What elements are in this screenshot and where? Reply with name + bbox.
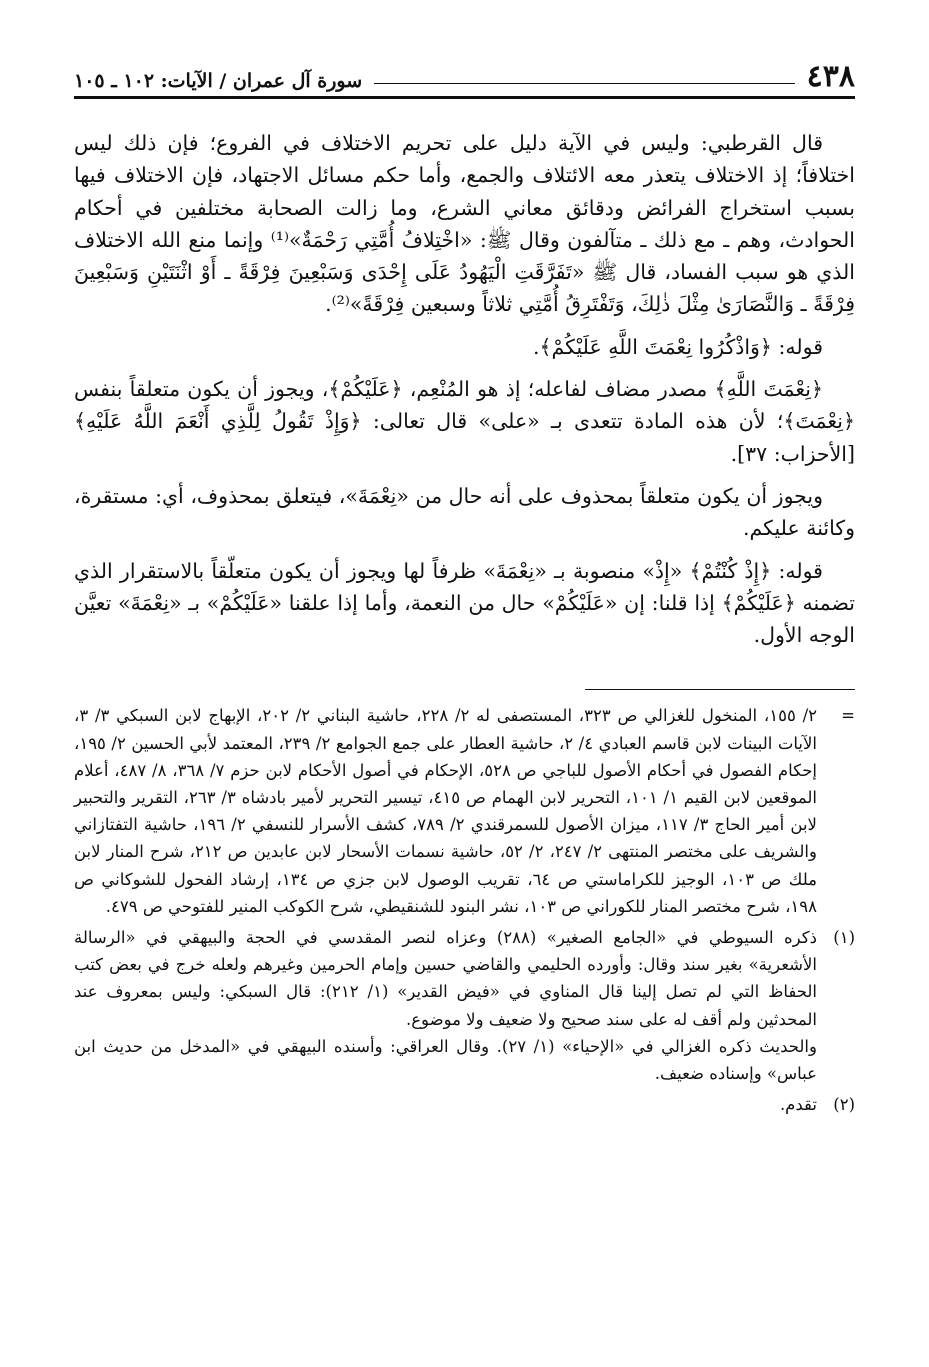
footnote-2 (74, 1091, 855, 1118)
footnote-text: ذكره السيوطي في «الجامع الصغير» (٢٨٨) وعزاه لنصر المقدسي في الحجة والبيهقي في «الرسالة الأشعرية» بغير سند وقال: وأورده الحليمي والقاضي حسين وإمام الحرمين وغيرهم ولعله خرج في بعض كتب الحفاظ التي لم تصل إلينا قال المناوي في «فيض القدير» (١/ ٢١٢): قال السبكي: وليس بمعروف عند المحدثين ولم أقف له على سند صحيح ولا ضعيف ولا موضوع. (74, 928, 817, 1029)
footnote-marker: (١) (833, 928, 855, 948)
footnote-separator (585, 689, 855, 690)
footnote-1-continuation: والحديث ذكره الغزالي في «الإحياء» (١/ ٢٧). وقال العراقي: وأسنده البيهقي في «المدخل من حديث ابن عباس» وإسناده ضعيف. (74, 1036, 817, 1084)
running-title: سورة آل عمران / الآيات: ١٠٢ ـ ١٠٥ (74, 70, 363, 92)
paragraph: ﴿نِعْمَتَ اللَّهِ﴾ مصدر مضاف لفاعله؛ إذ هو المُنْعِم، ﴿عَلَيْكُمْ﴾، ويجوز أن يكون متعلقاً بنفس ﴿نِعْمَتَ﴾؛ لأن هذه المادة تتعدى بـ «على» قال تعالى: ﴿وَإِذْ تَقُولُ لِلَّذِي أَنْعَمَ اللَّهُ عَلَيْهِ﴾ [الأحزاب: ٣٧]. (74, 377, 855, 466)
paragraph: قوله: ﴿وَاذْكُرُوا نِعْمَتَ اللَّهِ عَلَيْكُمْ﴾. (533, 334, 823, 359)
footnotes (74, 702, 855, 1118)
page-number: ٤٣٨ (806, 59, 855, 94)
footnote-continuation-marker: = (841, 706, 855, 726)
paragraph: قوله: ﴿إِذْ كُنْتُمْ﴾ «إِذْ» منصوبة بـ «نِعْمَةَ» ظرفاً لها ويجوز أن يكون متعلّقاً بالاستقرار الذي تضمنه ﴿عَلَيْكُمْ﴾ إذا قلنا: إن «عَلَيْكُمْ» حال من النعمة، وأما إذا علقنا «عَلَيْكُمْ» بـ «نِعْمَةَ» تعيَّن الوجه الأول. (74, 558, 855, 648)
page-header (74, 52, 855, 99)
footnote-continuation-text: ٢/ ١٥٥، المنخول للغزالي ص ٣٢٣، المستصفى له ٢/ ٢٢٨، حاشية البناني ٢/ ٢٠٢، الإبهاج لابن السبكي ٣/ ٣، الآيات البينات لابن قاسم العبادي ٤/ ٢، حاشية العطار على جمع الجوامع ٢/ ٢٣٩، المعتمد لأبي الحسين ٢/ ١٩٥، إحكام الفصول في أحكام الأصول للباجي ص ٥٢٨، الإحكام في أصول الأحكام لابن حزم ٧/ ٣٦٨، ٨/ ٤٨٧، أعلام الموقعين لابن القيم ١/ ١٠١، التحرير لابن الهمام ص ٤١٥، تيسير التحرير لأمير بادشاه ٣/ ٢٦٣، التقرير والتحبير لابن أمير الحاج ٣/ ١١٧، ميزان الأصول للسمرقندي ٢/ ٧٨٩، كشف الأسرار للنسفي ٢/ ١٩٦، حاشية التفتازاني والشريف على مختصر المنتهى ٢/ ٢٤٧، ٢/ ٥٢، حاشية نسمات الأسحار لابن عابدين ص ٢١٢، شرح المنار لابن ملك ص ١٠٣، الوجيز للكراماستي ص ٦٤، تقريب الوصول لابن جزي ص ١٣٤، إرشاد الفحول للشوكاني ص ١٩٨، شرح مختصر المنار للكوراني ص ١٠٣، نشر البنود للشنقيطي، شرح الكوكب المنير للفتوحي ص ٤٧٩. (74, 706, 818, 916)
footnote-1 (74, 924, 855, 1033)
footnote-continuation (74, 702, 855, 920)
header-rule (374, 83, 795, 84)
footnote-text: تقدم. (779, 1095, 817, 1115)
main-text (74, 127, 855, 651)
footnote-marker: (٢) (833, 1095, 855, 1115)
paragraph: ويجوز أن يكون متعلقاً بمحذوف على أنه حال من «نِعْمَةَ»، فيتعلق بمحذوف، أي: مستقرة، وكائنة عليكم. (74, 483, 855, 541)
paragraph: قال القرطبي: وليس في الآية دليل على تحريم الاختلاف في الفروع؛ فإن ذلك ليس اختلافاً؛ إذ الاختلاف يتعذر معه الائتلاف والجمع، وأما حكم مسائل الاجتهاد، فإن الاختلاف فيها بسبب استخراج الفرائض ودقائق معاني الشرع، وما زالت الصحابة مختلفين في أحكام الحوادث، وهم ـ مع ذلك ـ متآلفون وقال ﷺ: «اخْتِلافُ أُمَّتِي رَحْمَةٌ»⁽¹⁾ وإنما منع الله الاختلاف الذي هو سبب الفساد، قال ﷺ «تَفَرَّقَتِ الْيَهُودُ عَلَى إِحْدَى وَسَبْعِينَ فِرْقَةً ـ أَوْ اثْنَتَيْنِ وَسَبْعِينَ فِرْقَةً ـ وَالنَّصَارَىٰ مِثْلَ ذٰلِكَ، وَتَفْتَرِقُ أُمَّتِي ثلاثاً وسبعين فِرْقَةً»⁽²⁾. (74, 131, 855, 317)
